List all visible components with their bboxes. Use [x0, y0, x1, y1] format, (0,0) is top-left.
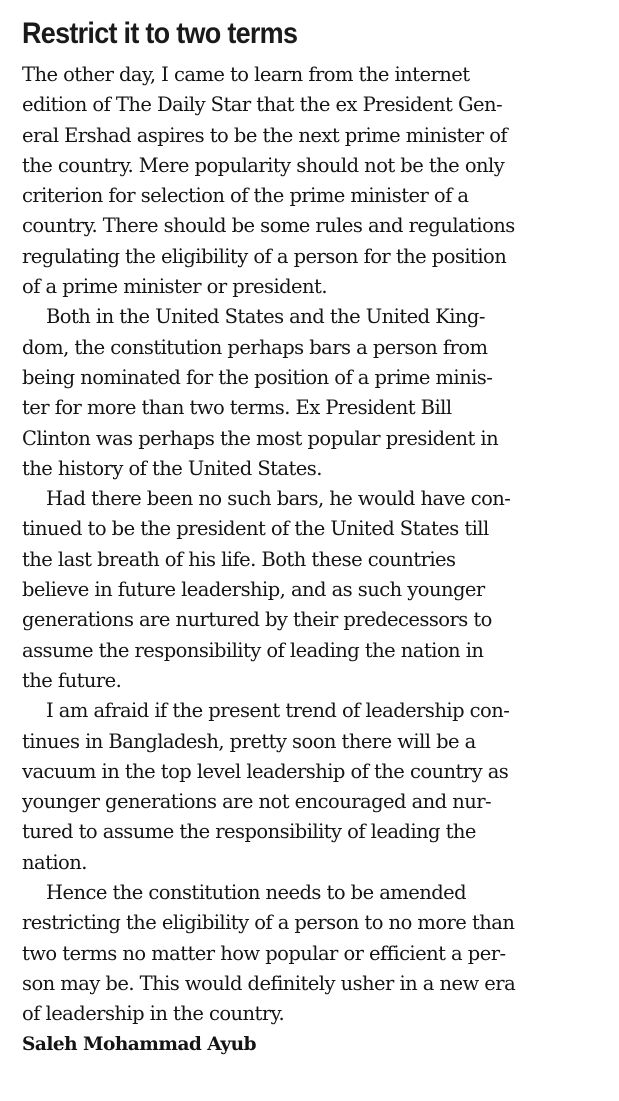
- text-line: eral Ershad aspires to be the next prime minister of: [22, 123, 508, 147]
- paragraph-1: [22, 60, 607, 302]
- text-line: restricting the eligibility of a person to no more than: [22, 911, 515, 935]
- text-line: tinued to be the president of the United States till: [22, 517, 489, 541]
- text-line: Hence the constitution needs to be amended: [46, 881, 467, 905]
- text-line: Both in the United States and the United King-: [46, 305, 485, 329]
- text-line: regulating the eligibility of a person for the position: [22, 244, 507, 268]
- paragraph-2: [22, 302, 607, 484]
- text-line: Had there been no such bars, he would have con-: [46, 487, 511, 511]
- text-line: criterion for selection of the prime minister of a: [22, 184, 469, 208]
- text-line: dom, the constitution perhaps bars a person from: [22, 335, 488, 359]
- text-line: believe in future leadership, and as such younger: [22, 578, 485, 602]
- text-line: edition of The Daily Star that the ex President Gen-: [22, 93, 503, 117]
- paragraph-3: [22, 484, 607, 696]
- text-line: tured to assume the responsibility of leading the: [22, 820, 476, 844]
- text-line: the history of the United States.: [22, 456, 322, 480]
- text-line: The other day, I came to learn from the internet: [22, 63, 470, 86]
- text-line: assume the responsibility of leading the nation in: [22, 638, 484, 662]
- text-line: being nominated for the position of a prime minis-: [22, 365, 493, 389]
- text-line: tinues in Bangladesh, pretty soon there will be a: [22, 729, 476, 753]
- text-line: of a prime minister or president.: [22, 275, 327, 299]
- text-line: younger generations are not encouraged and nur-: [22, 790, 492, 814]
- paragraph-5: [22, 878, 607, 1029]
- cropped-header-remnant: [24, 0, 174, 3]
- text-line: son may be. This would definitely usher in a new era: [22, 971, 516, 995]
- text-line: generations are nurtured by their predecessors to: [22, 608, 492, 632]
- page-title: Restrict it to two terms: [22, 17, 298, 50]
- text-line: two terms no matter how popular or efficient a per-: [22, 941, 506, 965]
- text-line: the last breath of his life. Both these countries: [22, 547, 456, 571]
- text-line: country. There should be some rules and regulations: [22, 214, 515, 238]
- text-line: of leadership in the country.: [22, 1002, 285, 1026]
- text-line: I am afraid if the present trend of leadership con-: [46, 699, 510, 723]
- paragraph-4: [22, 696, 607, 878]
- text-line: vacuum in the top level leadership of the country as: [22, 759, 509, 783]
- text-line: Clinton was perhaps the most popular president in: [22, 426, 499, 450]
- text-line: ter for more than two terms. Ex President Bill: [22, 396, 452, 420]
- article-body: [22, 60, 607, 1060]
- text-line: nation.: [22, 850, 87, 874]
- text-line: the country. Mere popularity should not be the only: [22, 153, 505, 177]
- text-line: the future.: [22, 668, 122, 692]
- author-signature: Saleh Mohammad Ayub: [22, 1033, 257, 1055]
